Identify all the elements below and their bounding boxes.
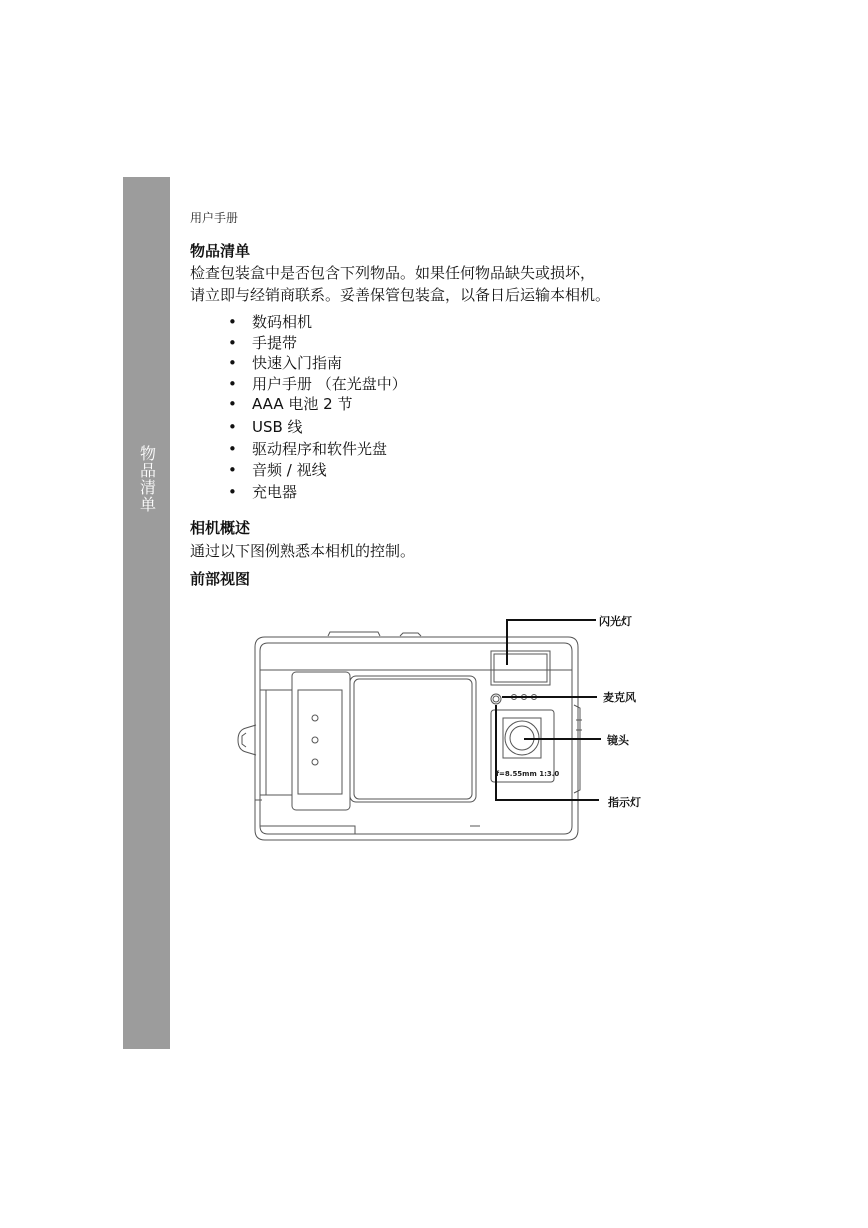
- front-view-heading: 前部视图: [190, 570, 251, 588]
- overview-heading: 相机概述: [190, 519, 251, 537]
- bullet-icon: •: [228, 483, 237, 501]
- list-item-text: 驱动程序和软件光盘: [252, 440, 388, 458]
- contents-intro-line-2: 请立即与经销商联系。妥善保管包装盒，以备日后运输本相机。: [190, 286, 611, 304]
- list-item: [224, 374, 407, 395]
- callout-lens-label: 镜头: [607, 734, 629, 747]
- bullet-icon: •: [228, 460, 237, 479]
- list-item: [224, 353, 407, 374]
- bullet-icon: •: [228, 395, 237, 413]
- list-item: [224, 333, 407, 354]
- bullet-icon: •: [228, 440, 237, 458]
- list-item-text: AAA 电池 2 节: [252, 395, 353, 413]
- running-header: 用户手册: [190, 211, 239, 225]
- bullet-icon: •: [228, 417, 237, 436]
- list-item-text: 用户手册 （在光盘中）: [252, 374, 407, 393]
- list-item: [224, 460, 407, 481]
- callout-microphone-label: 麦克风: [603, 691, 636, 704]
- list-item: [224, 394, 407, 415]
- page-number: 2: [135, 1179, 151, 1203]
- list-item-text: 音频 / 视线: [252, 460, 327, 479]
- callout-flash-label: 闪光灯: [599, 615, 632, 628]
- lens-spec-label: f=8.55mm 1:3.0: [496, 770, 560, 778]
- bullet-icon: •: [228, 354, 237, 372]
- bullet-icon: •: [228, 374, 237, 393]
- bullet-icon: •: [228, 333, 237, 352]
- list-item: [224, 482, 407, 503]
- contents-heading: 物品清单: [190, 242, 251, 260]
- list-item-text: 手提带: [252, 333, 298, 352]
- list-item-text: 快速入门指南: [252, 354, 343, 372]
- overview-intro: 通过以下图例熟悉本相机的控制。: [190, 542, 416, 560]
- list-item: [224, 439, 407, 460]
- package-contents-list: [224, 312, 407, 503]
- bullet-icon: •: [228, 313, 237, 331]
- list-item-text: 数码相机: [252, 313, 313, 331]
- list-item: [224, 417, 407, 438]
- contents-intro-line-1: 检查包装盒中是否包含下列物品。如果任何物品缺失或损坏，: [190, 264, 596, 282]
- callout-indicator-label: 指示灯: [608, 796, 641, 809]
- side-section-title: 物品清单: [137, 445, 157, 513]
- list-item-text: USB 线: [252, 417, 303, 436]
- list-item: [224, 312, 407, 333]
- side-tab: [123, 177, 170, 1203]
- list-item-text: 充电器: [252, 483, 298, 501]
